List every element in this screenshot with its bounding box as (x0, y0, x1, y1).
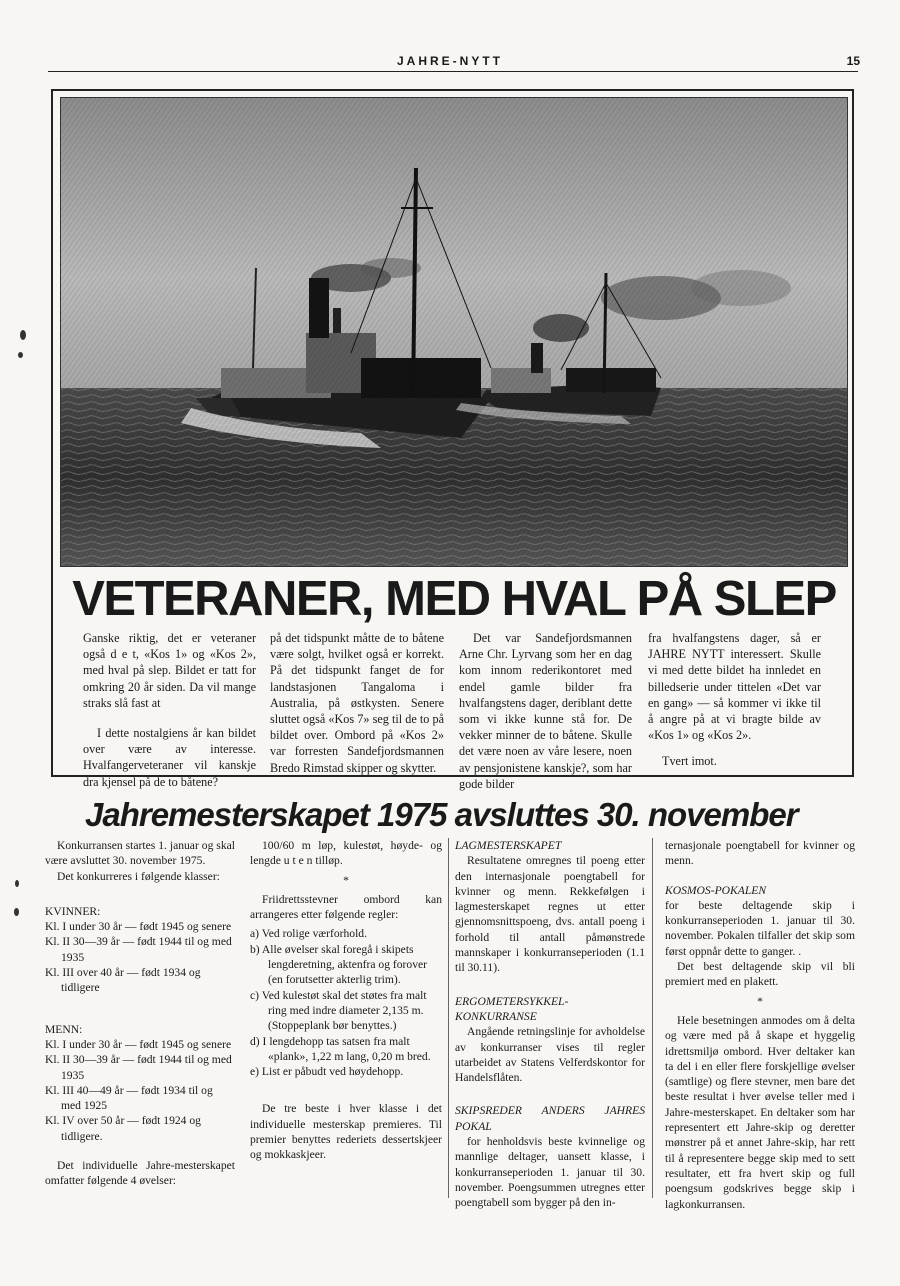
class-item: Kl. III 40—49 år — født 1934 til og med 1925 (45, 1083, 213, 1113)
class-item: Kl. II 30—39 år — født 1944 til og med 1935 (45, 1053, 232, 1082)
list-item: c) Ved kulestøt skal det støtes fra malt ring med indre diameter 2,135 m. (Stoppeplank bør benyttes.) (250, 988, 427, 1033)
header-rule (48, 71, 858, 72)
paragraph: fra hvalfangstens dager, så er JAHRE NYTT interessert. Skulle vi med dette bildet ha innledet en billedserie under tittelen «Det var en gang» — så kommer vi ikke til å angre på at vi bragte bilde av «Kos 1» og «Kos 2». (648, 631, 821, 743)
margin-spot (15, 880, 19, 887)
article-column-1 (83, 630, 256, 790)
article-column-2 (270, 630, 444, 776)
class-item: Kl. IV over 50 år — født 1924 og tidligere. (45, 1114, 201, 1143)
paragraph: for beste deltagende skip i konkurranseperioden 1. januar til 30. november. Pokalen tilfaller det skip som først oppnår dette to ganger. . (665, 898, 855, 958)
class-label: KVINNER: (45, 904, 101, 918)
paragraph: Ganske riktig, det er veteraner også d e t, «Kos 1» og «Kos 2», med hval på slep. Bildet er tatt for omkring 20 år siden. Da vil mange straks slå fast at (83, 631, 256, 710)
ships-illustration (61, 98, 847, 566)
list-item: d) I lengdehopp tas satsen fra malt «plank», 1,22 m lang, 0,20 m bred. (250, 1034, 431, 1063)
list-item: e) List er påbudt ved høydehopp. (250, 1065, 404, 1079)
article-column-3 (455, 838, 645, 1211)
margin-spot (18, 352, 23, 358)
paragraph: Konkurransen startes 1. januar og skal være avsluttet 30. november 1975. (45, 839, 235, 868)
paragraph: Det best deltagende skip vil bli premiert med en plakett. (665, 960, 855, 989)
paragraph: for henholdsvis beste kvinnelige og mannlige deltager, uansett klasse, i konkurranseperioden 1. januar til 30. november. Poengsummen utregnes etter poengtabell som bygger på den in- (455, 1135, 645, 1210)
page-number: 15 (846, 54, 860, 68)
margin-spot (14, 908, 19, 916)
class-item: Kl. I under 30 år — født 1945 og senere (45, 1037, 232, 1051)
rules-list (250, 926, 442, 1079)
class-item: Kl. I under 30 år — født 1945 og senere (45, 920, 232, 934)
margin-spot (20, 330, 26, 340)
class-label: MENN: (45, 1022, 83, 1036)
article-headline: VETERANER, MED HVAL PÅ SLEP (72, 572, 836, 626)
article-headline: Jahremesterskapet 1975 avsluttes 30. november (85, 796, 798, 833)
paragraph: på det tidspunkt måtte de to båtene være solgt, hvilket også er korrekt. På det tidspunkt fanget de for landstasjonen Tangaloma i Australia, på østkysten. Senere sluttet også «Kos 7» seg til de to på bildet over. Ombord på «Kos 2» var forresten Sandefjordsmannen Bredo Rimstad skipper og skytter. (270, 631, 444, 775)
class-item: Kl. III over 40 år — født 1934 og tidligere (45, 966, 201, 995)
paragraph: I dette nostalgiens år kan bildet over være av interesse. Hvalfangerveteraner vil kanskje dra kjensel på de to båtene? (83, 726, 256, 789)
list-item: b) Alle øvelser skal foregå i skipets lengderetning, aktenfra og forover (en forutsetter akterlig trim). (250, 942, 428, 987)
article-column-2 (250, 838, 442, 1163)
paragraph: Det var Sandefjordsmannen Arne Chr. Lyrvang som her en dag kom innom rederikontoret med endel gamle bilder fra hvalfangstens dager, deriblant dette som vi ikke kunne stå for. De vekker minner de to båtene. Skulle det være noen av våre lesere, noen av pensjonistene kanskje?, som har gode bilder (459, 631, 632, 791)
article-column-4 (665, 838, 855, 1212)
paragraph: 100/60 m løp, kulestøt, høyde- og lengde u t e n tilløp. (250, 839, 442, 868)
publication-title: JAHRE-NYTT (396, 54, 503, 68)
article-column-1 (45, 838, 235, 1189)
section-heading: LAGMESTERSKAPET (455, 839, 562, 852)
section-heading: ERGOMETERSYKKEL-KONKURRANSE (455, 994, 569, 1023)
paragraph: Det individuelle Jahre-mesterskapet omfatter følgende 4 øvelser: (45, 1159, 235, 1188)
class-item: Kl. II 30—39 år — født 1944 til og med 1935 (45, 935, 232, 964)
section-heading: SKIPSREDER ANDERS JAHRES POKAL (455, 1104, 645, 1133)
section-heading: KOSMOS-POKALEN (665, 883, 767, 897)
column-divider (448, 838, 449, 1198)
ships-photograph (60, 97, 848, 567)
paragraph: ternasjonale poengtabell for kvinner og menn. (665, 839, 855, 868)
paragraph: Tvert imot. (662, 754, 717, 769)
paragraph: Resultatene omregnes til poeng etter den internasjonale poengtabell for kvinner og menn. Rekkefølgen i lagmesterskapet regnes ut etter gjennomsnittspoeng, dvs. antall poeng i forhold til antall påmønstrede mannskaper i konkurranseperioden (1.1 til 30.11). (455, 854, 645, 975)
article-column-3 (459, 630, 632, 792)
paragraph: Det konkurreres i følgende klasser: (57, 869, 220, 883)
list-item: a) Ved rolige værforhold. (250, 927, 367, 941)
paragraph: Angående retningslinje for avholdelse av konkurranser vises til regler utarbeidet av Statens Velferdskontor for Handelsflåten. (455, 1025, 645, 1085)
section-star: * (343, 873, 349, 887)
column-divider (652, 838, 653, 1198)
section-star: * (757, 994, 763, 1008)
paragraph: Friidrettsstevner ombord kan arrangeres etter følgende regler: (250, 892, 442, 922)
article-column-4 (648, 630, 821, 770)
paragraph: Hele besetningen anmodes om å delta og være med på å skape et hyggelig idrettsmiljø ombord. Hver deltaker kan ta del i en eller flere forskjellige øvelser (samtlige) og flere stevner, men bare det beste resultat i hver øvelse teller med i Jahre-mesterskapet. En deltaker som har representert ett Jahre-skip og deretter mønstrer på et annet Jahre-skip, har rett til å representere begge skip med to sett resultater, ett fra hvert skip og full poengsum godskrives begge skip i lagkonkurransen. (665, 1013, 855, 1211)
paragraph: De tre beste i hver klasse i det individuelle mesterskap premieres. Til premier benyttes rederiets dessertskjeer og mokkaskjeer. (250, 1102, 442, 1162)
